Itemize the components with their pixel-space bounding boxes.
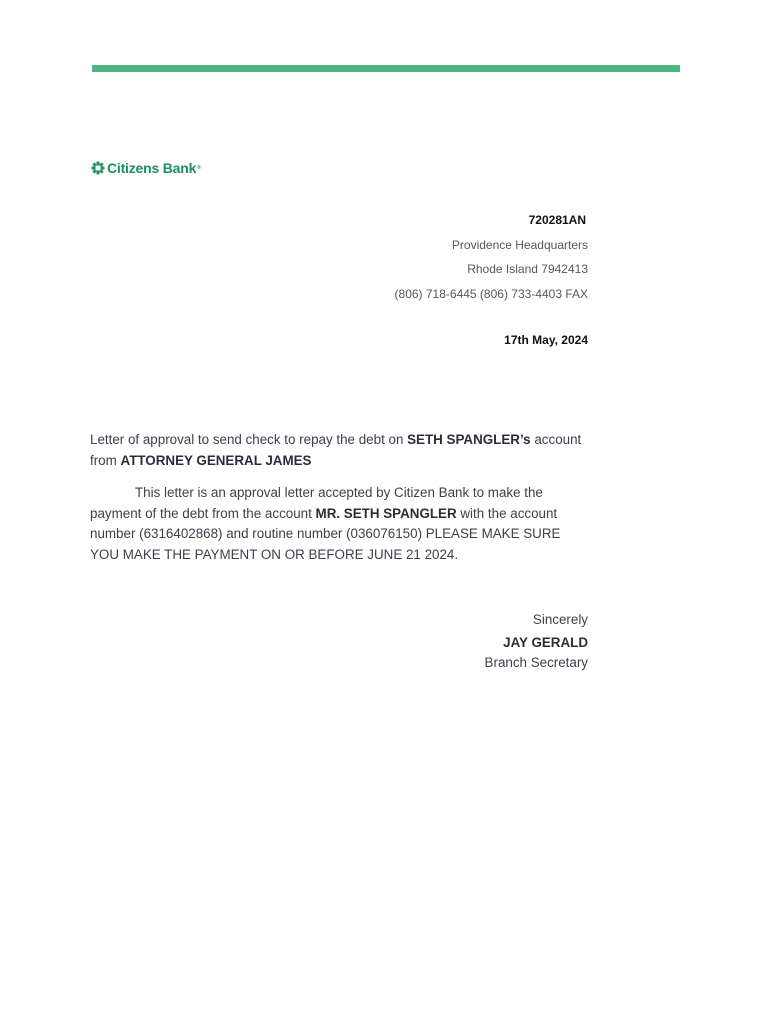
approval-paragraph — [90, 483, 590, 565]
reference-number: 720281AN — [528, 213, 586, 227]
trademark-symbol: ® — [197, 165, 201, 171]
salutation: Sincerely — [532, 612, 588, 627]
citizens-bank-asterisk-icon — [91, 161, 105, 175]
office-phone: (806) 718-6445 (806) 733-4403 FAX — [394, 286, 588, 301]
subject-from: ATTORNEY GENERAL JAMES — [120, 452, 312, 468]
office-name: Providence Headquarters — [451, 237, 588, 252]
paragraph-account-holder: MR. SETH SPANGLER — [315, 505, 457, 521]
letter-body — [90, 430, 590, 577]
header-accent-rule — [92, 65, 680, 72]
subject-account-name: SETH SPANGLER’s — [407, 432, 531, 447]
paragraph-text-2: with the account number (6316402868) and routine number (036076150) PLEASE MAKE SURE YOU MAKE THE PAYMENT ON OR BEFORE JUNE 21 2024. — [90, 505, 561, 562]
paragraph-text-1: This letter is an approval letter accepted by Citizen Bank to make the payment of the debt from the account — [90, 485, 543, 521]
closing-block — [485, 612, 588, 673]
bank-logo — [91, 160, 201, 176]
subject-line — [90, 430, 590, 471]
office-location: Rhode Island 7942413 — [467, 262, 588, 276]
signer-name: JAY GERALD — [503, 635, 588, 650]
sender-address-block — [395, 212, 588, 310]
bank-logo-text: Citizens Bank — [107, 160, 197, 176]
signer-title: Branch Secretary — [484, 655, 588, 670]
letter-date: 17th May, 2024 — [504, 333, 588, 347]
subject-mid: account from — [90, 432, 582, 468]
subject-prefix: Letter of approval to send check to repay the debt on — [90, 432, 408, 447]
